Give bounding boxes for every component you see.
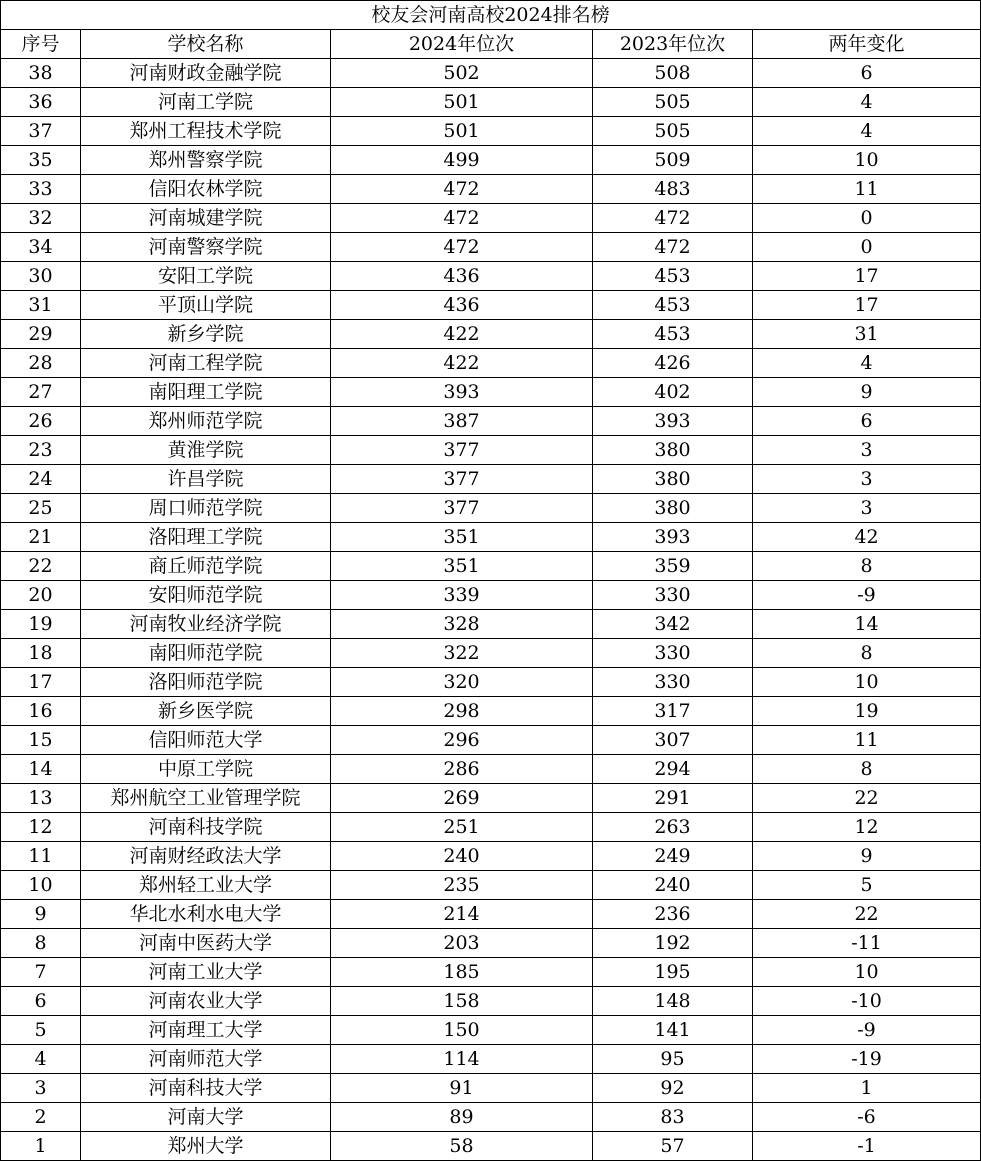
change-cell: 10 xyxy=(753,668,981,697)
rank-cell: 8 xyxy=(1,929,81,958)
rank-2023-cell: 453 xyxy=(593,291,753,320)
rank-2024-cell: 472 xyxy=(331,204,593,233)
rank-2024-cell: 251 xyxy=(331,813,593,842)
table-row xyxy=(1,88,981,117)
rank-2023-cell: 402 xyxy=(593,378,753,407)
change-cell: 11 xyxy=(753,726,981,755)
change-cell: 19 xyxy=(753,697,981,726)
header-change: 两年变化 xyxy=(753,30,981,59)
change-cell: 0 xyxy=(753,233,981,262)
table-row xyxy=(1,262,981,291)
change-cell: 10 xyxy=(753,146,981,175)
table-row xyxy=(1,755,981,784)
rank-2023-cell: 95 xyxy=(593,1045,753,1074)
school-name-cell: 安阳工学院 xyxy=(81,262,331,291)
table-row xyxy=(1,1016,981,1045)
rank-2023-cell: 508 xyxy=(593,59,753,88)
rank-2024-cell: 501 xyxy=(331,88,593,117)
rank-2024-cell: 436 xyxy=(331,262,593,291)
rank-2023-cell: 359 xyxy=(593,552,753,581)
school-name-cell: 周口师范学院 xyxy=(81,494,331,523)
table-row xyxy=(1,987,981,1016)
rank-2023-cell: 192 xyxy=(593,929,753,958)
table-body xyxy=(1,59,981,1161)
table-row xyxy=(1,668,981,697)
school-name-cell: 河南财政金融学院 xyxy=(81,59,331,88)
school-name-cell: 河南科技大学 xyxy=(81,1074,331,1103)
rank-2023-cell: 505 xyxy=(593,117,753,146)
header-rank-2024: 2024年位次 xyxy=(331,30,593,59)
school-name-cell: 河南大学 xyxy=(81,1103,331,1132)
school-name-cell: 河南师范大学 xyxy=(81,1045,331,1074)
table-row xyxy=(1,726,981,755)
table-row xyxy=(1,871,981,900)
school-name-cell: 商丘师范学院 xyxy=(81,552,331,581)
rank-cell: 2 xyxy=(1,1103,81,1132)
school-name-cell: 河南农业大学 xyxy=(81,987,331,1016)
table-row xyxy=(1,581,981,610)
school-name-cell: 河南中医药大学 xyxy=(81,929,331,958)
school-name-cell: 信阳师范大学 xyxy=(81,726,331,755)
rank-cell: 16 xyxy=(1,697,81,726)
rank-2024-cell: 502 xyxy=(331,59,593,88)
school-name-cell: 河南财经政法大学 xyxy=(81,842,331,871)
rank-2023-cell: 509 xyxy=(593,146,753,175)
change-cell: 0 xyxy=(753,204,981,233)
rank-2024-cell: 351 xyxy=(331,523,593,552)
change-cell: -6 xyxy=(753,1103,981,1132)
school-name-cell: 郑州大学 xyxy=(81,1132,331,1161)
rank-2023-cell: 380 xyxy=(593,436,753,465)
rank-2023-cell: 57 xyxy=(593,1132,753,1161)
change-cell: -11 xyxy=(753,929,981,958)
rank-2024-cell: 158 xyxy=(331,987,593,1016)
rank-cell: 4 xyxy=(1,1045,81,1074)
change-cell: 8 xyxy=(753,755,981,784)
table-row xyxy=(1,494,981,523)
rank-2023-cell: 317 xyxy=(593,697,753,726)
rank-2023-cell: 330 xyxy=(593,581,753,610)
rank-2024-cell: 203 xyxy=(331,929,593,958)
change-cell: -1 xyxy=(753,1132,981,1161)
school-name-cell: 河南科技学院 xyxy=(81,813,331,842)
rank-2024-cell: 269 xyxy=(331,784,593,813)
rank-cell: 35 xyxy=(1,146,81,175)
school-name-cell: 河南警察学院 xyxy=(81,233,331,262)
school-name-cell: 洛阳师范学院 xyxy=(81,668,331,697)
table-row xyxy=(1,784,981,813)
change-cell: 6 xyxy=(753,59,981,88)
rank-2023-cell: 342 xyxy=(593,610,753,639)
change-cell: 3 xyxy=(753,494,981,523)
rank-2023-cell: 453 xyxy=(593,262,753,291)
rank-2023-cell: 141 xyxy=(593,1016,753,1045)
rank-cell: 23 xyxy=(1,436,81,465)
rank-2024-cell: 89 xyxy=(331,1103,593,1132)
change-cell: 12 xyxy=(753,813,981,842)
table-row xyxy=(1,291,981,320)
rank-cell: 30 xyxy=(1,262,81,291)
rank-2023-cell: 148 xyxy=(593,987,753,1016)
change-cell: 22 xyxy=(753,784,981,813)
rank-2023-cell: 249 xyxy=(593,842,753,871)
school-name-cell: 郑州师范学院 xyxy=(81,407,331,436)
rank-2023-cell: 472 xyxy=(593,233,753,262)
rank-2023-cell: 426 xyxy=(593,349,753,378)
rank-cell: 31 xyxy=(1,291,81,320)
rank-cell: 37 xyxy=(1,117,81,146)
school-name-cell: 中原工学院 xyxy=(81,755,331,784)
change-cell: 31 xyxy=(753,320,981,349)
rank-2024-cell: 298 xyxy=(331,697,593,726)
rank-2023-cell: 393 xyxy=(593,523,753,552)
change-cell: 9 xyxy=(753,378,981,407)
change-cell: 14 xyxy=(753,610,981,639)
school-name-cell: 南阳理工学院 xyxy=(81,378,331,407)
rank-2023-cell: 393 xyxy=(593,407,753,436)
rank-2023-cell: 380 xyxy=(593,465,753,494)
rank-cell: 13 xyxy=(1,784,81,813)
school-name-cell: 河南城建学院 xyxy=(81,204,331,233)
table-row xyxy=(1,117,981,146)
title-row xyxy=(1,1,981,30)
rank-cell: 9 xyxy=(1,900,81,929)
school-name-cell: 河南工学院 xyxy=(81,88,331,117)
school-name-cell: 新乡医学院 xyxy=(81,697,331,726)
school-name-cell: 河南工程学院 xyxy=(81,349,331,378)
school-name-cell: 许昌学院 xyxy=(81,465,331,494)
rank-2024-cell: 240 xyxy=(331,842,593,871)
rank-2023-cell: 236 xyxy=(593,900,753,929)
rank-cell: 26 xyxy=(1,407,81,436)
table-title: 校友会河南高校2024排名榜 xyxy=(1,1,981,30)
school-name-cell: 安阳师范学院 xyxy=(81,581,331,610)
rank-2024-cell: 58 xyxy=(331,1132,593,1161)
rank-2024-cell: 114 xyxy=(331,1045,593,1074)
change-cell: 17 xyxy=(753,291,981,320)
table-row xyxy=(1,929,981,958)
school-name-cell: 郑州航空工业管理学院 xyxy=(81,784,331,813)
rank-2023-cell: 505 xyxy=(593,88,753,117)
rank-2024-cell: 377 xyxy=(331,436,593,465)
rank-2024-cell: 286 xyxy=(331,755,593,784)
change-cell: -9 xyxy=(753,1016,981,1045)
school-name-cell: 郑州警察学院 xyxy=(81,146,331,175)
rank-2024-cell: 472 xyxy=(331,175,593,204)
change-cell: 17 xyxy=(753,262,981,291)
table-row xyxy=(1,1132,981,1161)
rank-2024-cell: 436 xyxy=(331,291,593,320)
school-name-cell: 河南工业大学 xyxy=(81,958,331,987)
rank-2024-cell: 377 xyxy=(331,465,593,494)
rank-2023-cell: 294 xyxy=(593,755,753,784)
rank-2023-cell: 307 xyxy=(593,726,753,755)
rank-cell: 5 xyxy=(1,1016,81,1045)
rank-cell: 29 xyxy=(1,320,81,349)
table-row xyxy=(1,465,981,494)
table-row xyxy=(1,233,981,262)
rank-cell: 32 xyxy=(1,204,81,233)
rank-2024-cell: 235 xyxy=(331,871,593,900)
school-name-cell: 洛阳理工学院 xyxy=(81,523,331,552)
rank-cell: 18 xyxy=(1,639,81,668)
change-cell: 11 xyxy=(753,175,981,204)
change-cell: 4 xyxy=(753,117,981,146)
change-cell: -9 xyxy=(753,581,981,610)
table-row xyxy=(1,204,981,233)
rank-2024-cell: 339 xyxy=(331,581,593,610)
rank-cell: 10 xyxy=(1,871,81,900)
rank-2023-cell: 330 xyxy=(593,668,753,697)
change-cell: 9 xyxy=(753,842,981,871)
header-rank-2023: 2023年位次 xyxy=(593,30,753,59)
change-cell: 4 xyxy=(753,88,981,117)
rank-cell: 17 xyxy=(1,668,81,697)
rank-cell: 33 xyxy=(1,175,81,204)
change-cell: -10 xyxy=(753,987,981,1016)
table-row xyxy=(1,639,981,668)
table-row xyxy=(1,378,981,407)
rank-cell: 24 xyxy=(1,465,81,494)
table-row xyxy=(1,610,981,639)
table-row xyxy=(1,958,981,987)
rank-2024-cell: 422 xyxy=(331,320,593,349)
rank-2023-cell: 330 xyxy=(593,639,753,668)
rank-2023-cell: 483 xyxy=(593,175,753,204)
rank-2024-cell: 472 xyxy=(331,233,593,262)
rank-2023-cell: 195 xyxy=(593,958,753,987)
school-name-cell: 郑州工程技术学院 xyxy=(81,117,331,146)
rank-cell: 12 xyxy=(1,813,81,842)
rank-2024-cell: 501 xyxy=(331,117,593,146)
header-rank: 序号 xyxy=(1,30,81,59)
rank-2024-cell: 150 xyxy=(331,1016,593,1045)
rank-2024-cell: 296 xyxy=(331,726,593,755)
table-row xyxy=(1,697,981,726)
rank-cell: 15 xyxy=(1,726,81,755)
table-row xyxy=(1,146,981,175)
rank-2024-cell: 393 xyxy=(331,378,593,407)
rank-cell: 14 xyxy=(1,755,81,784)
change-cell: 3 xyxy=(753,465,981,494)
rank-cell: 38 xyxy=(1,59,81,88)
rank-cell: 28 xyxy=(1,349,81,378)
school-name-cell: 河南牧业经济学院 xyxy=(81,610,331,639)
school-name-cell: 南阳师范学院 xyxy=(81,639,331,668)
change-cell: 4 xyxy=(753,349,981,378)
change-cell: 5 xyxy=(753,871,981,900)
table-row xyxy=(1,349,981,378)
rank-cell: 36 xyxy=(1,88,81,117)
rank-cell: 20 xyxy=(1,581,81,610)
table-row xyxy=(1,407,981,436)
rank-cell: 7 xyxy=(1,958,81,987)
rank-2024-cell: 185 xyxy=(331,958,593,987)
school-name-cell: 平顶山学院 xyxy=(81,291,331,320)
rank-2023-cell: 453 xyxy=(593,320,753,349)
table-row xyxy=(1,320,981,349)
table-row xyxy=(1,842,981,871)
rank-cell: 25 xyxy=(1,494,81,523)
change-cell: 42 xyxy=(753,523,981,552)
header-row xyxy=(1,30,981,59)
change-cell: 8 xyxy=(753,639,981,668)
table-row xyxy=(1,436,981,465)
table-row xyxy=(1,552,981,581)
rank-2023-cell: 380 xyxy=(593,494,753,523)
rank-2024-cell: 387 xyxy=(331,407,593,436)
rank-cell: 22 xyxy=(1,552,81,581)
change-cell: 6 xyxy=(753,407,981,436)
rank-2024-cell: 499 xyxy=(331,146,593,175)
rank-2024-cell: 377 xyxy=(331,494,593,523)
change-cell: 22 xyxy=(753,900,981,929)
rank-2023-cell: 92 xyxy=(593,1074,753,1103)
table-row xyxy=(1,813,981,842)
change-cell: 3 xyxy=(753,436,981,465)
rank-cell: 6 xyxy=(1,987,81,1016)
table-row xyxy=(1,1045,981,1074)
rank-cell: 3 xyxy=(1,1074,81,1103)
school-name-cell: 新乡学院 xyxy=(81,320,331,349)
rank-2023-cell: 83 xyxy=(593,1103,753,1132)
rank-2024-cell: 91 xyxy=(331,1074,593,1103)
header-school-name: 学校名称 xyxy=(81,30,331,59)
school-name-cell: 郑州轻工业大学 xyxy=(81,871,331,900)
rank-cell: 34 xyxy=(1,233,81,262)
rank-2024-cell: 328 xyxy=(331,610,593,639)
table-row xyxy=(1,1074,981,1103)
rank-2024-cell: 320 xyxy=(331,668,593,697)
rank-2023-cell: 472 xyxy=(593,204,753,233)
table-row xyxy=(1,523,981,552)
rank-2023-cell: 240 xyxy=(593,871,753,900)
rank-cell: 27 xyxy=(1,378,81,407)
table-row xyxy=(1,1103,981,1132)
change-cell: -19 xyxy=(753,1045,981,1074)
rank-2024-cell: 214 xyxy=(331,900,593,929)
change-cell: 8 xyxy=(753,552,981,581)
rank-2023-cell: 263 xyxy=(593,813,753,842)
rank-2024-cell: 322 xyxy=(331,639,593,668)
table-row xyxy=(1,175,981,204)
rank-2023-cell: 291 xyxy=(593,784,753,813)
rank-2024-cell: 422 xyxy=(331,349,593,378)
school-name-cell: 黄淮学院 xyxy=(81,436,331,465)
school-name-cell: 河南理工大学 xyxy=(81,1016,331,1045)
school-name-cell: 信阳农林学院 xyxy=(81,175,331,204)
rank-cell: 11 xyxy=(1,842,81,871)
school-name-cell: 华北水利水电大学 xyxy=(81,900,331,929)
table-row xyxy=(1,59,981,88)
rank-cell: 19 xyxy=(1,610,81,639)
change-cell: 10 xyxy=(753,958,981,987)
rank-cell: 1 xyxy=(1,1132,81,1161)
table-row xyxy=(1,900,981,929)
rank-2024-cell: 351 xyxy=(331,552,593,581)
change-cell: 1 xyxy=(753,1074,981,1103)
rank-cell: 21 xyxy=(1,523,81,552)
